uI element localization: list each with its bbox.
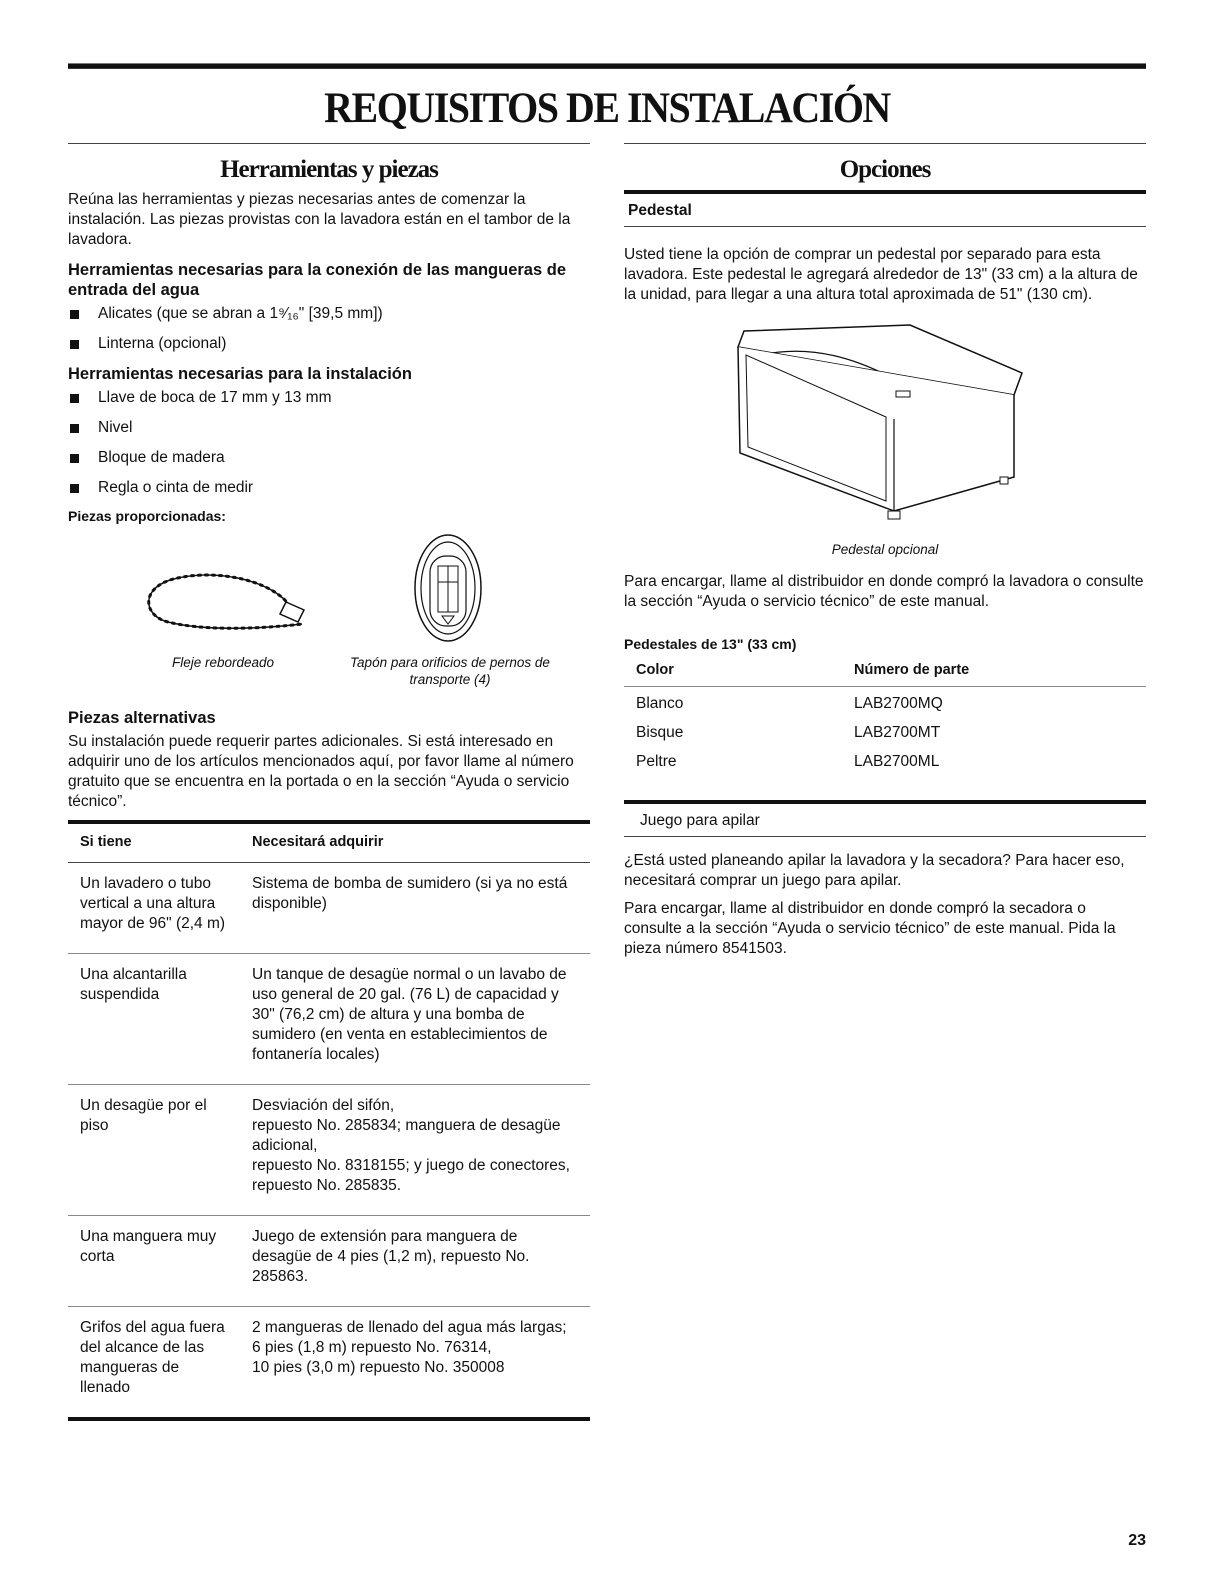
- table-cell: Una manguera muy corta: [68, 1216, 240, 1307]
- stacking-kit-text: ¿Está usted planeando apilar la lavadora y la secadora? Para hacer eso, necesitará comprar un juego para apilar.: [624, 852, 1125, 889]
- pedestal-order-text: Para encargar, llame al distribuidor en donde compró la lavadora o consulte la sección “Ayuda o servicio técnico” de este manual.: [624, 573, 1144, 610]
- list-item: Nivel: [68, 418, 590, 438]
- table-row: [624, 745, 1146, 774]
- table-cell: LAB2700ML: [854, 753, 940, 770]
- table-cell: LAB2700MQ: [854, 695, 943, 712]
- table-cell: Un lavadero o tubo vertical a una altura mayor de 96" (2,4 m): [68, 863, 240, 954]
- column-header: Color: [624, 654, 842, 687]
- alternative-parts-table: [68, 820, 590, 1421]
- install-tools-heading: Herramientas necesarias para la instalación: [68, 365, 412, 383]
- column-divider: [624, 143, 1146, 144]
- stacking-kit-heading: Juego para apilar: [624, 800, 1146, 837]
- list-item: Alicates (que se abran a 1⁹⁄₁₆" [39,5 mm]): [68, 304, 590, 324]
- column-divider: [68, 143, 590, 144]
- list-item: Regla o cinta de medir: [68, 478, 590, 498]
- table-cell: Peltre: [636, 753, 677, 770]
- bullet-icon: [70, 394, 79, 403]
- table-row: [68, 1085, 590, 1216]
- list-item: Linterna (opcional): [68, 334, 590, 354]
- alternative-parts-intro: Su instalación puede requerir partes adicionales. Si está interesado en adquirir uno de los artículos mencionados aquí, por favor llame al número gratuito que se encuentra en la portada o en la sección “Ayuda o servicio técnico”.: [68, 733, 574, 810]
- table-row: [624, 687, 1146, 717]
- beaded-strap-illustration: [140, 558, 310, 638]
- table-cell: Un desagüe por el piso: [68, 1085, 240, 1216]
- column-header: Número de parte: [842, 654, 1146, 687]
- tools-and-parts-column: [68, 143, 590, 1421]
- pedestal-caption: Pedestal opcional: [831, 542, 939, 557]
- column-header: Necesitará adquirir: [240, 822, 590, 863]
- bullet-icon: [70, 340, 79, 349]
- water-tools-list: [68, 304, 590, 354]
- page-number: 23: [1128, 1532, 1146, 1549]
- stacking-kit-order-text: Para encargar, llame al distribuidor en donde compró la secadora o consulte a la sección “Ayuda o servicio técnico” de este manual. Pida la pieza número 8541503.: [624, 900, 1116, 957]
- bullet-icon: [70, 424, 79, 433]
- options-column: [624, 143, 1146, 967]
- pedestal-heading: Pedestal: [624, 190, 1146, 227]
- list-item: Bloque de madera: [68, 448, 590, 468]
- transport-bolt-plug-illustration: [412, 532, 484, 644]
- table-cell: Juego de extensión para manguera de desagüe de 4 pies (1,2 m), repuesto No. 285863.: [240, 1216, 590, 1307]
- table-cell: Bisque: [636, 724, 684, 741]
- tools-intro: Reúna las herramientas y piezas necesarias antes de comenzar la instalación. Las piezas provistas con la lavadora están en el tambor de la lavadora.: [68, 191, 571, 248]
- alternative-parts-heading: Piezas alternativas: [68, 709, 216, 727]
- pedestal-color-table: [624, 654, 1146, 774]
- table-row: [68, 954, 590, 1085]
- bullet-icon: [70, 454, 79, 463]
- table-cell: 2 mangueras de llenado del agua más largas; 6 pies (1,8 m) repuesto No. 76314, 10 pies (3,0 m) repuesto No. 350008: [252, 1319, 567, 1376]
- bullet-icon: [70, 484, 79, 493]
- pedestal-text: Usted tiene la opción de comprar un pedestal por separado para esta lavadora. Este pedestal le agregará alrededor de 13" (33 cm) a la altura de la unidad, para llegar a una altura total aproximada de 51" (130 cm).: [624, 246, 1138, 303]
- strap-caption: Fleje rebordeado: [171, 655, 275, 670]
- options-title: Opciones: [839, 156, 931, 183]
- table-row: [68, 1216, 590, 1307]
- table-cell: Blanco: [636, 695, 684, 712]
- table-header-row: [624, 654, 1146, 687]
- bullet-icon: [70, 310, 79, 319]
- plug-caption: Tapón para orificios de pernos de transporte (4): [350, 655, 550, 687]
- table-cell: LAB2700MT: [854, 724, 941, 741]
- table-cell: Un tanque de desagüe normal o un lavabo de uso general de 20 gal. (76 L) de capacidad y 30" (76,2 cm) de altura y una bomba de sumidero (en venta en establecimientos de fontanería locales): [240, 954, 590, 1085]
- table-cell: Grifos del agua fuera del alcance de las mangueras de llenado: [80, 1319, 225, 1396]
- install-tools-list: [68, 388, 590, 498]
- pedestals-13-heading: Pedestales de 13" (33 cm): [624, 636, 797, 652]
- column-header: Si tiene: [68, 822, 240, 863]
- table-row: [624, 716, 1146, 745]
- page-title: REQUISITOS DE INSTALACIÓN: [68, 63, 1146, 132]
- parts-illustrations: [68, 532, 590, 692]
- table-header-row: [68, 822, 590, 863]
- water-tools-heading: Herramientas necesarias para la conexión de las mangueras de entrada del agua: [68, 261, 566, 299]
- parts-heading: Piezas proporcionadas:: [68, 508, 226, 524]
- table-row: [68, 863, 590, 954]
- pedestal-illustration: [732, 321, 1032, 535]
- table-cell: Una alcantarilla suspendida: [68, 954, 240, 1085]
- tools-parts-title: Herramientas y piezas: [220, 156, 438, 183]
- table-row: [68, 1307, 590, 1420]
- table-cell: Desviación del sifón, repuesto No. 285834; manguera de desagüe adicional, repuesto No. 8318155; y juego de conectores, repuesto No. 285835.: [240, 1085, 590, 1216]
- table-cell: Sistema de bomba de sumidero (si ya no está disponible): [240, 863, 590, 954]
- list-item: Llave de boca de 17 mm y 13 mm: [68, 388, 590, 408]
